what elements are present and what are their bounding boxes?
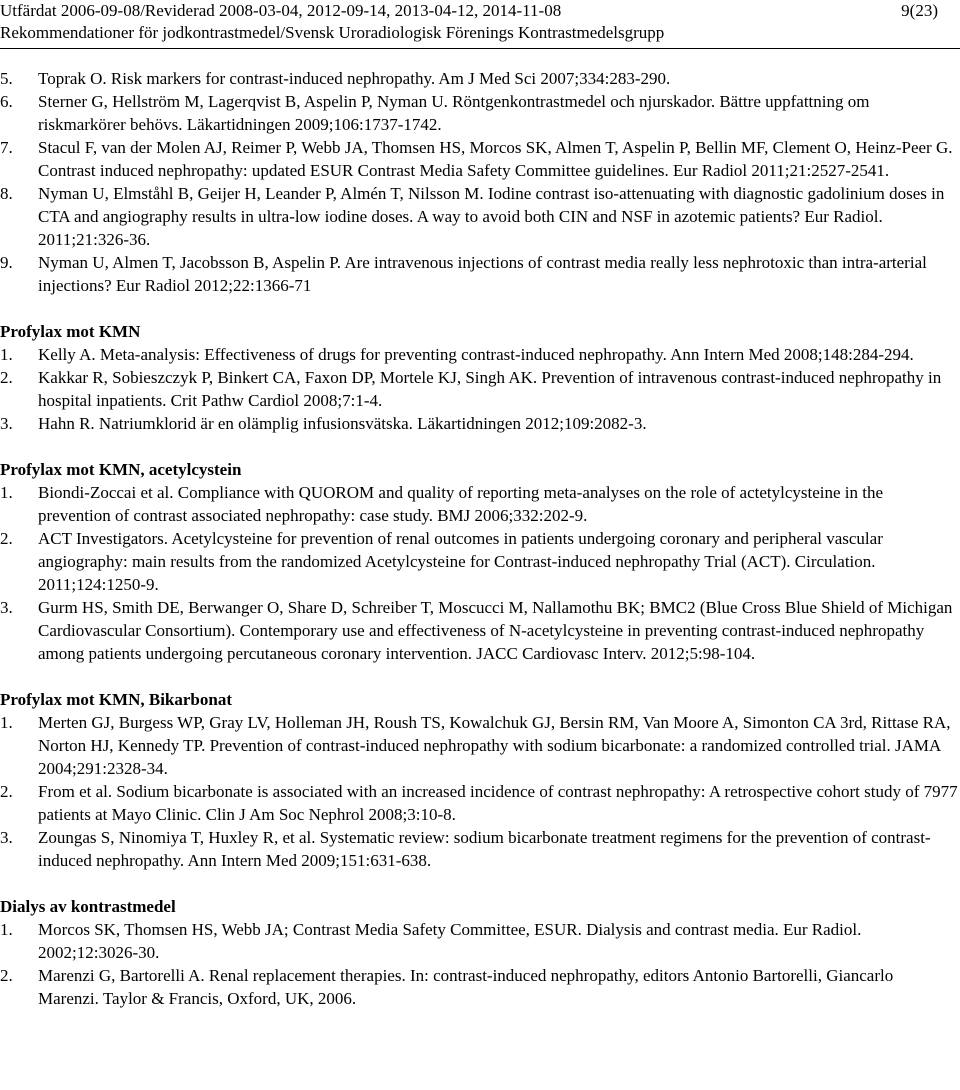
page-number: 9(23) xyxy=(901,1,938,20)
reference-number: 1. xyxy=(0,713,13,732)
reference-item xyxy=(0,481,958,527)
reference-number: 7. xyxy=(0,138,13,157)
reference-number: 1. xyxy=(0,345,13,364)
reference-text: Zoungas S, Ninomiya T, Huxley R, et al. Systematic review: sodium bicarbonate treatment regimens for the prevention of contrast-induced nephropathy. Ann Intern Med 2009;151:631-638. xyxy=(38,828,931,870)
reference-number: 1. xyxy=(0,483,13,502)
reference-list-continued xyxy=(0,67,958,297)
section-gap xyxy=(0,665,958,688)
reference-item xyxy=(0,67,958,90)
reference-text: Stacul F, van der Molen AJ, Reimer P, Webb JA, Thomsen HS, Morcos SK, Almen T, Aspelin P, Bellin MF, Clement O, Heinz-Peer G. Contrast induced nephropathy: updated ESUR Contrast Media Safety Committee guidelines. Eur Radiol 2011;21:2527-2541. xyxy=(38,138,953,180)
reference-list-bikarbonat xyxy=(0,711,958,872)
reference-list-kmn xyxy=(0,343,958,435)
section-heading-acetylcystein: Profylax mot KMN, acetylcystein xyxy=(0,460,242,479)
reference-item xyxy=(0,366,958,412)
reference-text: Sterner G, Hellström M, Lagerqvist B, Aspelin P, Nyman U. Röntgenkontrastmedel och njurskador. Bättre uppfattning om riskmarkörer behövs. Läkartidningen 2009;106:1737-1742. xyxy=(38,92,870,134)
reference-item xyxy=(0,90,958,136)
reference-text: Kakkar R, Sobieszczyk P, Binkert CA, Faxon DP, Mortele KJ, Singh AK. Prevention of intravenous contrast-induced nephropathy in hospital inpatients. Crit Pathw Cardiol 2008;7:1-4. xyxy=(38,368,942,410)
reference-number: 2. xyxy=(0,368,13,387)
reference-text: Toprak O. Risk markers for contrast-induced nephropathy. Am J Med Sci 2007;334:283-290. xyxy=(38,69,671,88)
section-gap xyxy=(0,435,958,458)
reference-text: Hahn R. Natriumklorid är en olämplig infusionsvätska. Läkartidningen 2012;109:2082-3. xyxy=(38,414,647,433)
reference-item xyxy=(0,711,958,780)
header-rule xyxy=(0,48,960,49)
reference-text: Marenzi G, Bartorelli A. Renal replacement therapies. In: contrast-induced nephropathy, editors Antonio Bartorelli, Giancarlo Marenzi. Taylor & Francis, Oxford, UK, 2006. xyxy=(38,966,894,1008)
reference-item xyxy=(0,527,958,596)
reference-item xyxy=(0,136,958,182)
reference-item xyxy=(0,918,958,964)
reference-item xyxy=(0,251,958,297)
section-gap xyxy=(0,297,958,320)
section-heading-dialys: Dialys av kontrastmedel xyxy=(0,897,176,916)
reference-number: 1. xyxy=(0,920,13,939)
reference-item xyxy=(0,826,958,872)
reference-list-dialys xyxy=(0,918,958,1010)
reference-text: Nyman U, Almen T, Jacobsson B, Aspelin P. Are intravenous injections of contrast media really less nephrotoxic than intra-arterial injections? Eur Radiol 2012;22:1366-71 xyxy=(38,253,927,295)
reference-number: 5. xyxy=(0,69,13,88)
reference-text: Merten GJ, Burgess WP, Gray LV, Holleman JH, Roush TS, Kowalchuk GJ, Bersin RM, Van Moore A, Simonton CA 3rd, Rittase RA, Norton HJ, Kennedy TP. Prevention of contrast-induced nephropathy with sodium bicarbonate: a randomized controlled trial. JAMA 2004;291:2328-34. xyxy=(38,713,951,778)
reference-number: 3. xyxy=(0,828,13,847)
header-recommendation-line: Rekommendationer för jodkontrastmedel/Svensk Uroradiologisk Förenings Kontrastmedelsgrupp xyxy=(0,23,665,42)
reference-number: 8. xyxy=(0,184,13,203)
reference-item xyxy=(0,182,958,251)
reference-number: 6. xyxy=(0,92,13,111)
reference-number: 9. xyxy=(0,253,13,272)
reference-text: Nyman U, Elmståhl B, Geijer H, Leander P, Almén T, Nilsson M. Iodine contrast iso-attenuating with diagnostic gadolinium doses in CTA and angiography results in ultra-low iodine doses. A way to avoid both CIN and NSF in azotemic patients? Eur Radiol. 2011;21:326-36. xyxy=(38,184,945,249)
reference-item xyxy=(0,343,958,366)
reference-number: 3. xyxy=(0,414,13,433)
reference-text: From et al. Sodium bicarbonate is associated with an increased incidence of contrast nephropathy: A retrospective cohort study of 7977 patients at Mayo Clinic. Clin J Am Soc Nephrol 2008;3:10-8. xyxy=(38,782,958,824)
reference-number: 2. xyxy=(0,966,13,985)
reference-text: ACT Investigators. Acetylcysteine for prevention of renal outcomes in patients undergoing coronary and peripheral vascular angiography: main results from the randomized Acetylcysteine for Contrast-induced nephropathy Trial (ACT). Circulation. 2011;124:1250-9. xyxy=(38,529,883,594)
reference-item xyxy=(0,780,958,826)
reference-number: 3. xyxy=(0,598,13,617)
reference-text: Gurm HS, Smith DE, Berwanger O, Share D, Schreiber T, Moscucci M, Nallamothu BK; BMC2 (Blue Cross Blue Shield of Michigan Cardiovascular Consortium). Contemporary use and effectiveness of N-acetylcysteine in preventing contrast-induced nephropathy among patients undergoing percutaneous coronary intervention. JACC Cardiovasc Interv. 2012;5:98-104. xyxy=(38,598,953,663)
section-heading-kmn: Profylax mot KMN xyxy=(0,322,141,341)
reference-content xyxy=(0,67,958,1010)
header-issued-line: Utfärdat 2006-09-08/Reviderad 2008-03-04, 2012-09-14, 2013-04-12, 2014-11-08 xyxy=(0,1,562,20)
section-gap xyxy=(0,872,958,895)
reference-text: Biondi-Zoccai et al. Compliance with QUOROM and quality of reporting meta-analyses on the role of actetylcysteine in the prevention of contrast associated nephropathy: case study. BMJ 2006;332:202-9. xyxy=(38,483,884,525)
reference-list-acetylcystein xyxy=(0,481,958,665)
reference-number: 2. xyxy=(0,782,13,801)
section-heading-bikarbonat: Profylax mot KMN, Bikarbonat xyxy=(0,690,233,709)
reference-item xyxy=(0,596,958,665)
reference-item xyxy=(0,412,958,435)
reference-text: Kelly A. Meta-analysis: Effectiveness of drugs for preventing contrast-induced nephropathy. Ann Intern Med 2008;148:284-294. xyxy=(38,345,914,364)
reference-item xyxy=(0,964,958,1010)
reference-text: Morcos SK, Thomsen HS, Webb JA; Contrast Media Safety Committee, ESUR. Dialysis and contrast media. Eur Radiol. 2002;12:3026-30. xyxy=(38,920,862,962)
reference-number: 2. xyxy=(0,529,13,548)
